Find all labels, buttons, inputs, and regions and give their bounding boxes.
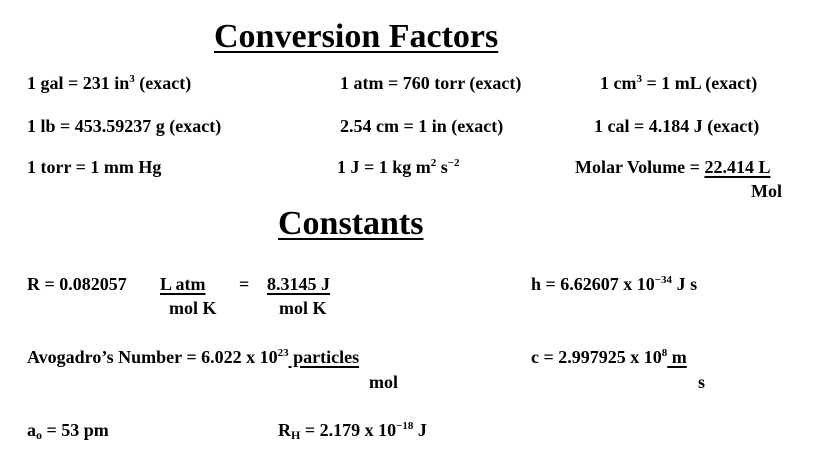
conversion-cm3: 1 $cm^3 = 1$ mL (exact) [600, 73, 758, 93]
conversion-gal: 1 gal = 231 $in^3$ (exact) [27, 73, 192, 93]
constant-c: c = 2.997925 x $10^8$ m [531, 347, 687, 367]
conversion-lb: 1 lb = 453.59237 g (exact) [27, 116, 222, 136]
R-denominator-1: mol K [169, 298, 217, 318]
conversion-molar-volume: Molar Volume = 22.414 L [575, 157, 771, 177]
R-equals: = [239, 274, 250, 294]
c-numerator: m [667, 347, 687, 367]
constants-title: Constants [278, 205, 424, 242]
conversion-cal: 1 cal = 4.184 J (exact) [594, 116, 760, 136]
constant-R: R = 0.082057 [27, 274, 127, 294]
c-denominator: s [698, 372, 706, 392]
molar-volume-numerator: 22.414 L [704, 157, 771, 177]
R-numerator-1: L atm [160, 274, 206, 294]
conversion-joule: 1 J = 1 kg $m^2$ $s^{-2}$ [337, 157, 460, 177]
conversion-torr: 1 torr = 1 mm Hg [27, 157, 162, 177]
constant-avogadro: Avogadro’s Number = 6.022 x $10^{23}$ particles [27, 347, 360, 367]
conversion-atm: 1 atm = 760 torr (exact) [340, 73, 522, 93]
R-denominator-2: mol K [279, 298, 327, 318]
conversion-cm-in: 2.54 cm = 1 in (exact) [340, 116, 504, 136]
molar-volume-denominator: Mol [751, 181, 782, 201]
R-numerator-2: 8.3145 J [267, 274, 330, 294]
constant-h: h = 6.62607 x $10^{-34}$ J s [531, 274, 698, 294]
avogadro-denominator: mol [369, 372, 398, 392]
constant-a0: $a_o = 53$ pm [27, 420, 109, 442]
page-title: Conversion Factors [214, 18, 499, 55]
avogadro-numerator: particles [288, 347, 360, 367]
constant-RH: $R_H = 2.179$ x $10^{-18}$ J [278, 420, 427, 442]
